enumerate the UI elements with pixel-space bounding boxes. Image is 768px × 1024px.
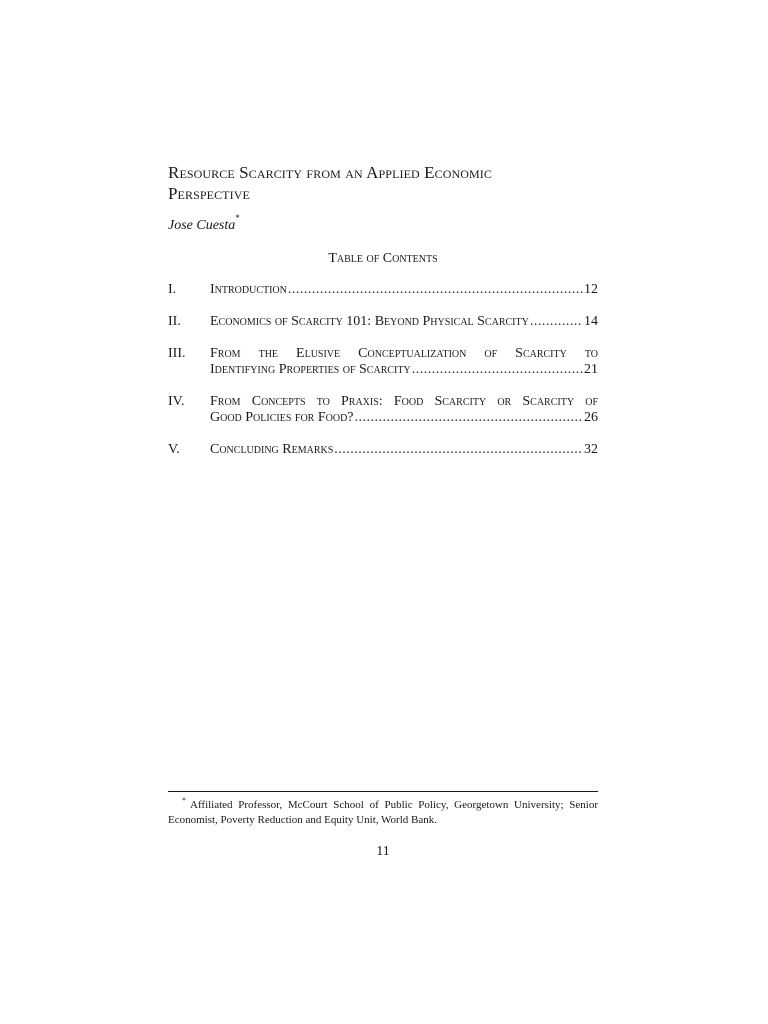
toc-entry-title: Concluding Remarks — [210, 442, 334, 457]
toc-entry-title-line-2: Good Policies for Food? — [210, 410, 354, 425]
toc-heading: Table of Contents — [328, 251, 438, 266]
author-footnote-marker[interactable]: * — [235, 213, 240, 224]
toc-entry-number: III. — [168, 346, 186, 361]
footnote-marker: * — [182, 796, 186, 806]
document-page — [168, 0, 598, 1024]
toc-entry-number: I. — [168, 282, 177, 297]
footnote-text: Affiliated Professor, McCourt School of Public Policy, Georgetown University; Senior Economist, Poverty Reduction and Equity Unit, World Bank. — [168, 799, 598, 826]
title-line-2: Perspective — [168, 184, 250, 203]
dot-leader — [334, 442, 583, 458]
toc-entry-elusive-conceptualization[interactable] — [168, 346, 598, 378]
toc-entry-title: Introduction — [210, 282, 287, 297]
footnote-divider — [168, 791, 598, 792]
toc-entry-concepts-to-praxis[interactable] — [168, 394, 598, 426]
dot-leader — [355, 410, 583, 426]
toc-line — [210, 314, 598, 330]
toc-line — [210, 410, 598, 426]
toc-entry-page: 12 — [584, 282, 598, 297]
toc-entry-introduction[interactable] — [168, 282, 598, 298]
toc-line — [210, 282, 598, 298]
article-title — [168, 162, 598, 204]
dot-leader — [412, 362, 583, 378]
footnote — [168, 798, 598, 828]
dot-leader — [288, 282, 583, 298]
toc-entry-economics-of-scarcity[interactable] — [168, 314, 598, 330]
toc-entry-page: 14 — [584, 314, 598, 329]
toc-entry-number: V. — [168, 442, 180, 457]
author-byline — [168, 213, 240, 234]
toc-entry-number: II. — [168, 314, 181, 329]
toc-entry-title-line-1: From Concepts to Praxis: Food Scarcity or Scarcity of — [210, 394, 598, 409]
toc-entry-page: 26 — [584, 410, 598, 425]
toc-line — [210, 362, 598, 378]
toc-line — [210, 442, 598, 458]
toc-entry-page: 21 — [584, 362, 598, 377]
author-name: Jose Cuesta — [168, 218, 236, 233]
table-of-contents — [168, 282, 598, 458]
toc-entry-title: Economics of Scarcity 101: Beyond Physical Scarcity — [210, 314, 529, 329]
page-number: 11 — [376, 844, 390, 859]
dot-leader — [530, 314, 583, 330]
toc-entry-page: 32 — [584, 442, 598, 457]
toc-entry-number: IV. — [168, 394, 185, 409]
title-line-1: Resource Scarcity from an Applied Economic — [168, 163, 492, 182]
toc-entry-concluding-remarks[interactable] — [168, 442, 598, 458]
toc-entry-title-line-2: Identifying Properties of Scarcity — [210, 362, 411, 377]
toc-entry-title-line-1: From the Elusive Conceptualization of Scarcity to — [210, 346, 598, 361]
